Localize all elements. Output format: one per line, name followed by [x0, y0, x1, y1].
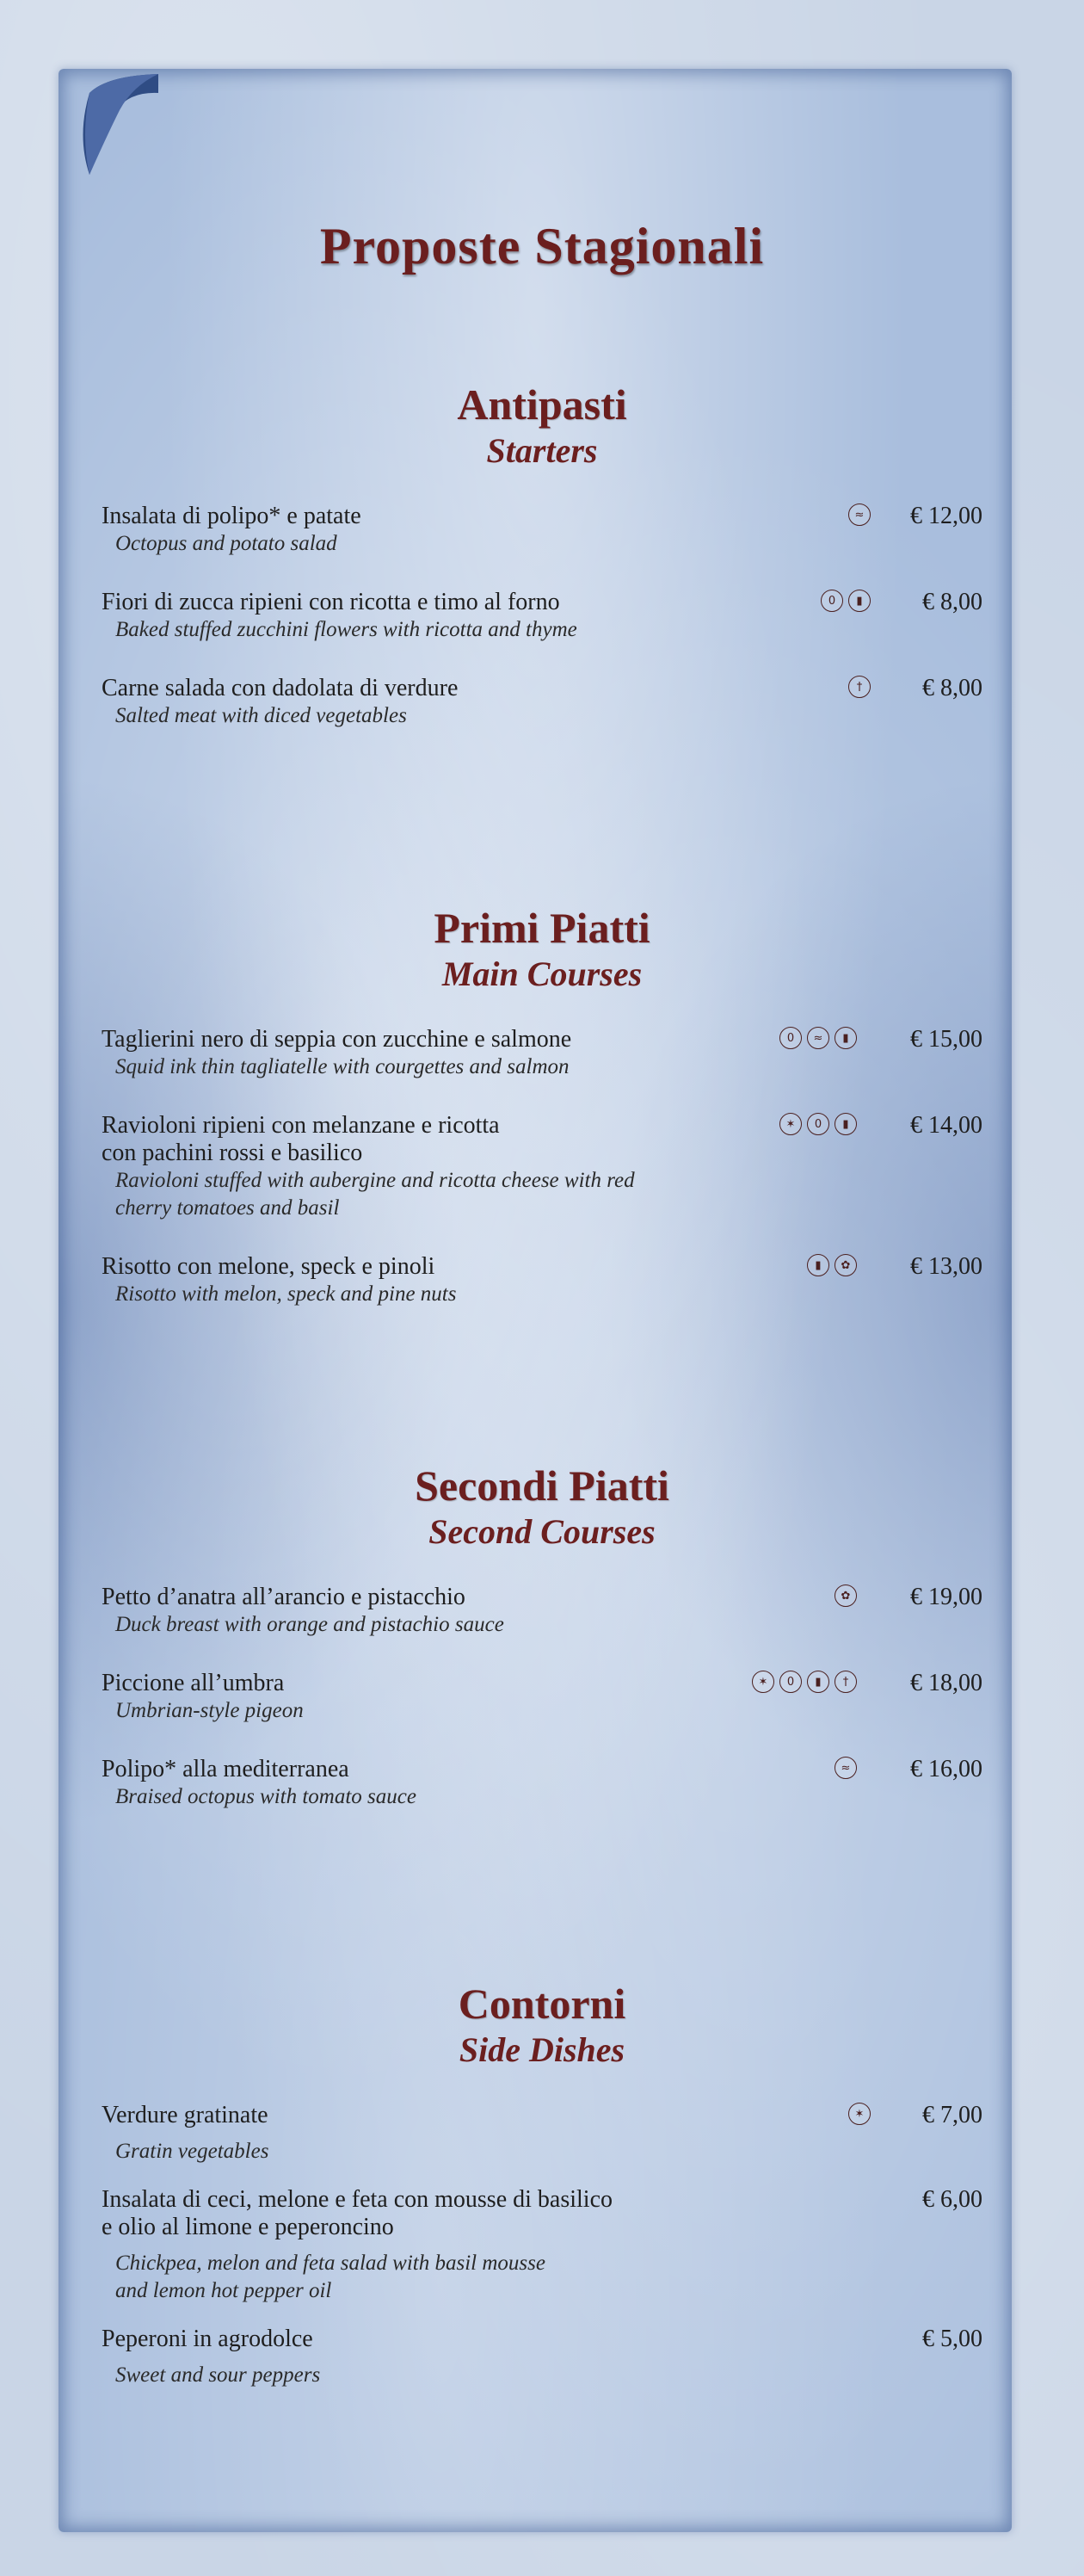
item-description: Risotto with melon, speck and pine nuts: [115, 1282, 457, 1306]
item-name: Insalata di ceci, melone e feta con mousse di basilico: [102, 2186, 613, 2213]
menu-item: [102, 503, 982, 558]
section-title-en: Starters: [486, 431, 598, 470]
nuts-icon: ✿: [835, 1585, 857, 1607]
item-price: € 18,00: [910, 1670, 982, 1696]
section-header: [102, 902, 982, 995]
item-name-line2: e olio al limone e peperoncino: [102, 2214, 394, 2240]
section-title-en: Main Courses: [441, 954, 643, 993]
item-name: Peperoni in agrodolce: [102, 2326, 313, 2352]
allergen-icons: [807, 1254, 857, 1276]
item-description: Ravioloni stuffed with aubergine and ricotta cheese with red: [115, 1169, 635, 1192]
item-name: Fiori di zucca ripieni con ricotta e timo al forno: [102, 589, 560, 615]
milk-icon: ▮: [835, 1027, 857, 1049]
section-title-en: Side Dishes: [459, 2030, 625, 2069]
menu-item: [102, 589, 982, 644]
fish-icon: ≈: [848, 503, 871, 526]
item-description-line2: and lemon hot pepper oil: [115, 2279, 332, 2302]
item-name: Insalata di polipo* e patate: [102, 503, 361, 529]
menu-title: Proposte Stagionali: [319, 218, 765, 275]
section-antipasti: [102, 379, 982, 730]
section-title-it: Contorni: [458, 1980, 626, 2028]
fish-icon: ≈: [807, 1027, 829, 1049]
item-description: Baked stuffed zucchini flowers with ricotta and thyme: [115, 618, 577, 641]
menu-item: [102, 675, 982, 730]
item-description: Squid ink thin tagliatelle with courgettes and salmon: [115, 1055, 570, 1078]
item-name: Petto d’anatra all’arancio e pistacchio: [102, 1584, 465, 1610]
menu-item: [102, 1112, 982, 1222]
allergen-icons: [821, 590, 871, 612]
item-name: Ravioloni ripieni con melanzane e ricotta: [102, 1112, 500, 1139]
menu-item: [102, 1756, 982, 1811]
menu-item: [102, 1253, 982, 1308]
item-name: Verdure gratinate: [102, 2102, 268, 2128]
item-name: Carne salada con dadolata di verdure: [102, 675, 459, 701]
item-price: € 19,00: [910, 1584, 982, 1610]
item-price: € 7,00: [922, 2102, 982, 2128]
item-name-line2: con pachini rossi e basilico: [102, 1140, 363, 1166]
item-description: Sweet and sour peppers: [115, 2363, 321, 2387]
item-price: € 8,00: [922, 589, 982, 615]
menu-item: [102, 1026, 982, 1081]
menu-item: [102, 2186, 982, 2305]
item-description: Duck breast with orange and pistachio sauce: [115, 1613, 504, 1636]
menu-item: [102, 2102, 982, 2165]
item-name: Polipo* alla mediterranea: [102, 1756, 349, 1782]
item-name: Piccione all’umbra: [102, 1670, 285, 1696]
milk-icon: ▮: [807, 1254, 829, 1276]
gluten-icon: ✶: [779, 1113, 802, 1135]
allergen-icons: [848, 503, 871, 526]
item-description: Chickpea, melon and feta salad with basil mousse: [115, 2252, 545, 2275]
egg-icon: 0: [779, 1027, 802, 1049]
allergen-icons: [779, 1027, 857, 1049]
nuts-icon: ✿: [835, 1254, 857, 1276]
allergen-icons: [835, 1585, 857, 1607]
allergen-icons: [848, 676, 871, 698]
section-title-it: Secondi Piatti: [415, 1461, 669, 1510]
item-description: Salted meat with diced vegetables: [115, 704, 407, 727]
fish-icon: ≈: [835, 1757, 857, 1779]
menu-item: [102, 1670, 982, 1725]
section-contorni: [102, 1978, 982, 2389]
allergen-icons: [835, 1757, 857, 1779]
menu-item: [102, 1584, 982, 1639]
allergen-icons: [848, 2103, 871, 2125]
item-price: € 13,00: [910, 1253, 982, 1280]
celery-icon: †: [835, 1671, 857, 1693]
item-price: € 6,00: [922, 2186, 982, 2213]
allergen-icons: [779, 1113, 857, 1135]
section-title-en: Second Courses: [428, 1512, 656, 1551]
section-primi-piatti: [102, 902, 982, 1308]
milk-icon: ▮: [835, 1113, 857, 1135]
section-header: [102, 379, 982, 472]
gluten-icon: ✶: [848, 2103, 871, 2125]
milk-icon: ▮: [848, 590, 871, 612]
item-description: Gratin vegetables: [115, 2140, 269, 2163]
celery-icon: †: [848, 676, 871, 698]
milk-icon: ▮: [807, 1671, 829, 1693]
page-curl-decoration: [72, 67, 167, 179]
menu-item: [102, 2326, 982, 2389]
item-description: Umbrian-style pigeon: [115, 1699, 304, 1722]
item-description-line2: cherry tomatoes and basil: [115, 1196, 340, 1220]
item-price: € 16,00: [910, 1756, 982, 1782]
egg-icon: 0: [779, 1671, 802, 1693]
egg-icon: 0: [821, 590, 843, 612]
item-price: € 14,00: [910, 1112, 982, 1139]
gluten-icon: ✶: [752, 1671, 774, 1693]
item-price: € 8,00: [922, 675, 982, 701]
item-price: € 12,00: [910, 503, 982, 529]
section-header: [102, 1978, 982, 2071]
section-title-it: Primi Piatti: [434, 904, 650, 952]
section-title-it: Antipasti: [457, 380, 627, 429]
section-secondi-piatti: [102, 1460, 982, 1811]
section-header: [102, 1460, 982, 1553]
egg-icon: 0: [807, 1113, 829, 1135]
item-price: € 15,00: [910, 1026, 982, 1053]
item-name: Taglierini nero di seppia con zucchine e salmone: [102, 1026, 572, 1053]
item-name: Risotto con melone, speck e pinoli: [102, 1253, 435, 1280]
item-description: Octopus and potato salad: [115, 532, 337, 555]
item-price: € 5,00: [922, 2326, 982, 2352]
item-description: Braised octopus with tomato sauce: [115, 1785, 416, 1808]
allergen-icons: [752, 1671, 857, 1693]
